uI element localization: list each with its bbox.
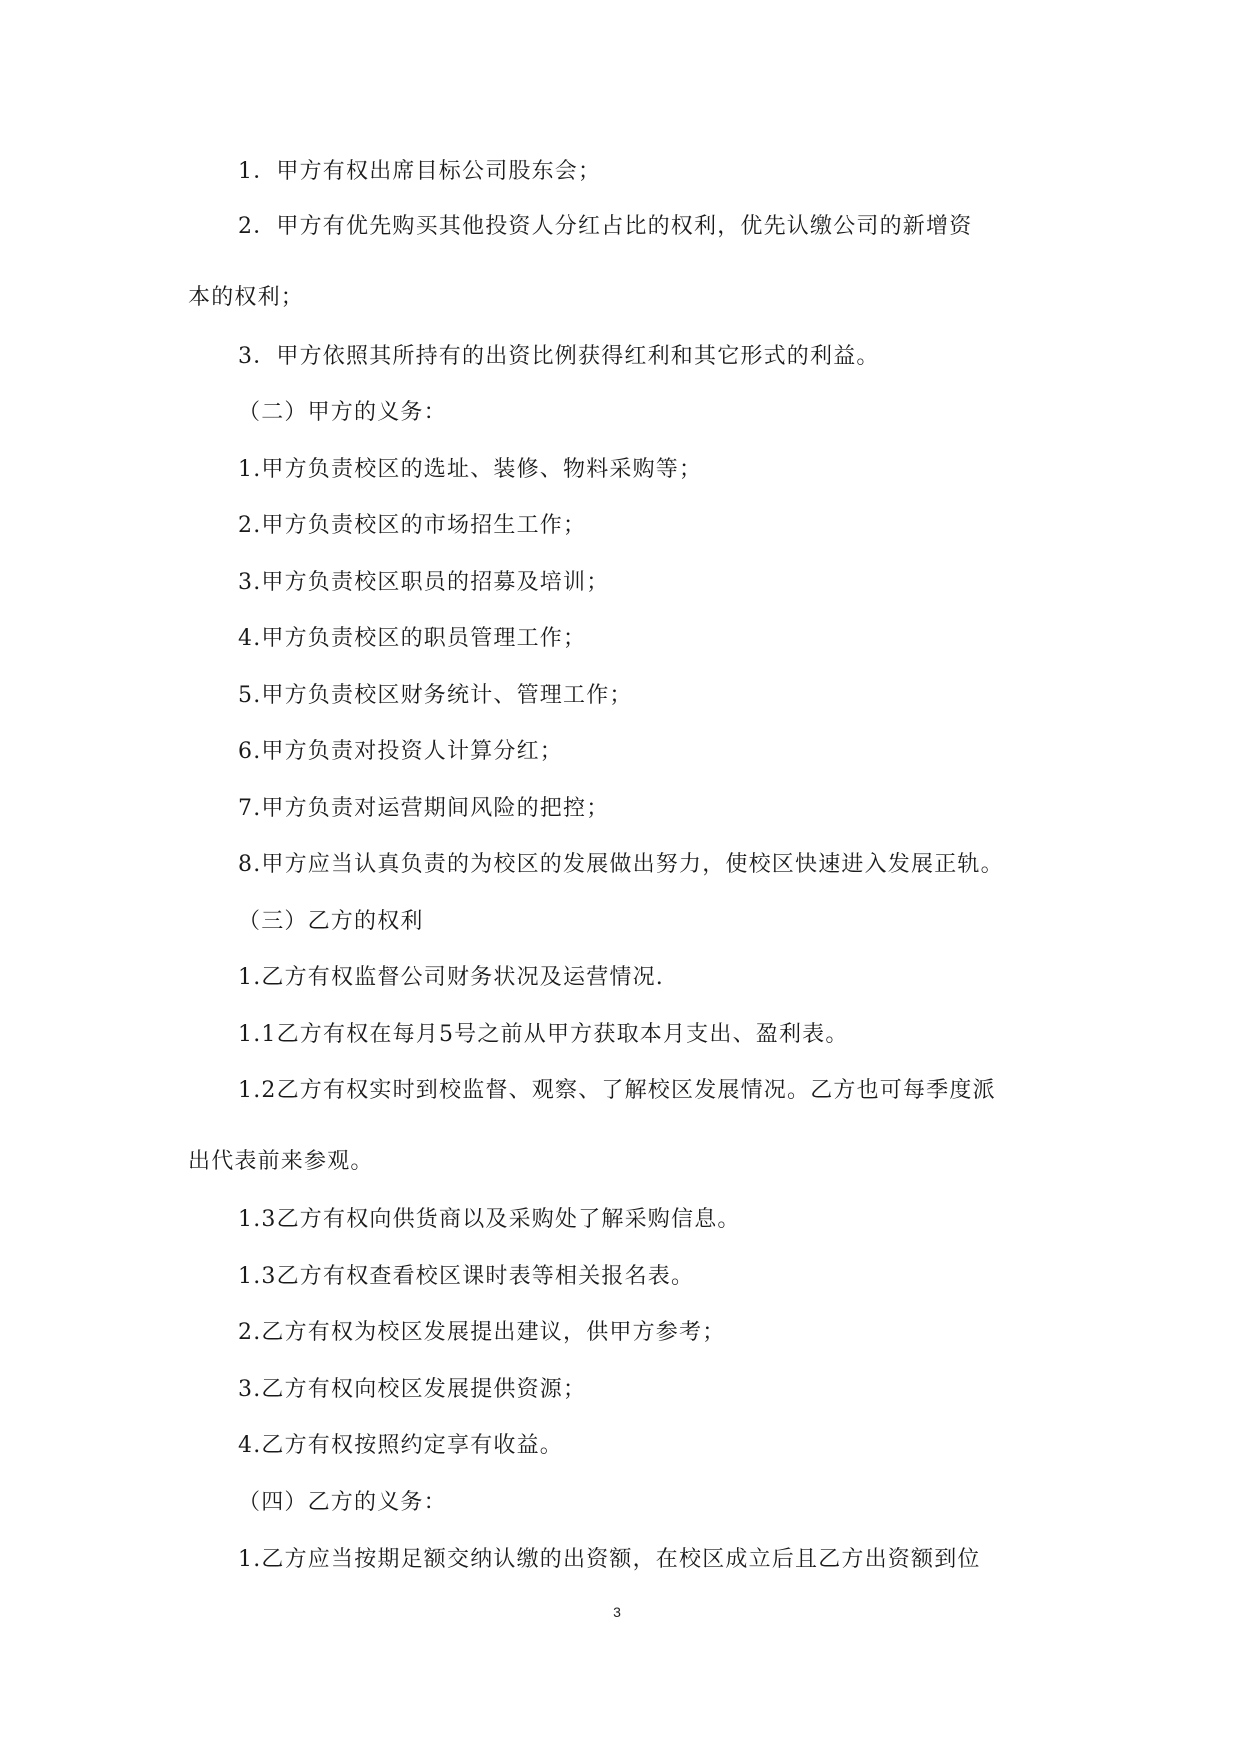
paragraph-line: 1.甲方负责校区的选址、装修、物料采购等；	[238, 457, 703, 482]
paragraph-line: 1.乙方应当按期足额交纳认缴的出资额，在校区成立后且乙方出资额到位	[238, 1547, 981, 1572]
paragraph-line: 2．甲方有优先购买其他投资人分红占比的权利，优先认缴公司的新增资	[238, 214, 973, 239]
paragraph-line: 4.甲方负责校区的职员管理工作；	[238, 626, 587, 651]
section-heading: （四）乙方的义务：	[238, 1490, 447, 1515]
section-heading: （三）乙方的权利	[238, 909, 424, 934]
paragraph-line: 8.甲方应当认真负责的为校区的发展做出努力，使校区快速进入发展正轨。	[238, 852, 1004, 877]
paragraph-line: 1.3乙方有权查看校区课时表等相关报名表。	[238, 1264, 695, 1289]
paragraph-line: 2.甲方负责校区的市场招生工作；	[238, 513, 587, 538]
paragraph-line: 1.3乙方有权向供货商以及采购处了解采购信息。	[238, 1207, 741, 1232]
paragraph-line: 7.甲方负责对运营期间风险的把控；	[238, 796, 610, 821]
paragraph-line: 1.1乙方有权在每月5号之前从甲方获取本月支出、盈利表。	[238, 1022, 849, 1047]
paragraph-line: 5.甲方负责校区财务统计、管理工作；	[238, 683, 633, 708]
paragraph-line: 3．甲方依照其所持有的出资比例获得红利和其它形式的利益。	[238, 344, 880, 369]
paragraph-line: 1．甲方有权出席目标公司股东会；	[238, 159, 602, 184]
paragraph-line: 出代表前来参观。	[188, 1149, 374, 1174]
paragraph-line: 3.甲方负责校区职员的招募及培训；	[238, 570, 610, 595]
page-number: 3	[613, 1604, 621, 1620]
paragraph-line: 1.2乙方有权实时到校监督、观察、了解校区发展情况。乙方也可每季度派	[238, 1078, 996, 1103]
paragraph-line: 本的权利；	[188, 285, 305, 310]
section-heading: （二）甲方的义务：	[238, 400, 447, 425]
paragraph-line: 1.乙方有权监督公司财务状况及运营情况.	[238, 965, 664, 990]
paragraph-line: 3.乙方有权向校区发展提供资源；	[238, 1377, 587, 1402]
paragraph-line: 4.乙方有权按照约定享有收益。	[238, 1433, 563, 1458]
paragraph-line: 6.甲方负责对投资人计算分红；	[238, 739, 563, 764]
paragraph-line: 2.乙方有权为校区发展提出建议，供甲方参考；	[238, 1320, 726, 1345]
